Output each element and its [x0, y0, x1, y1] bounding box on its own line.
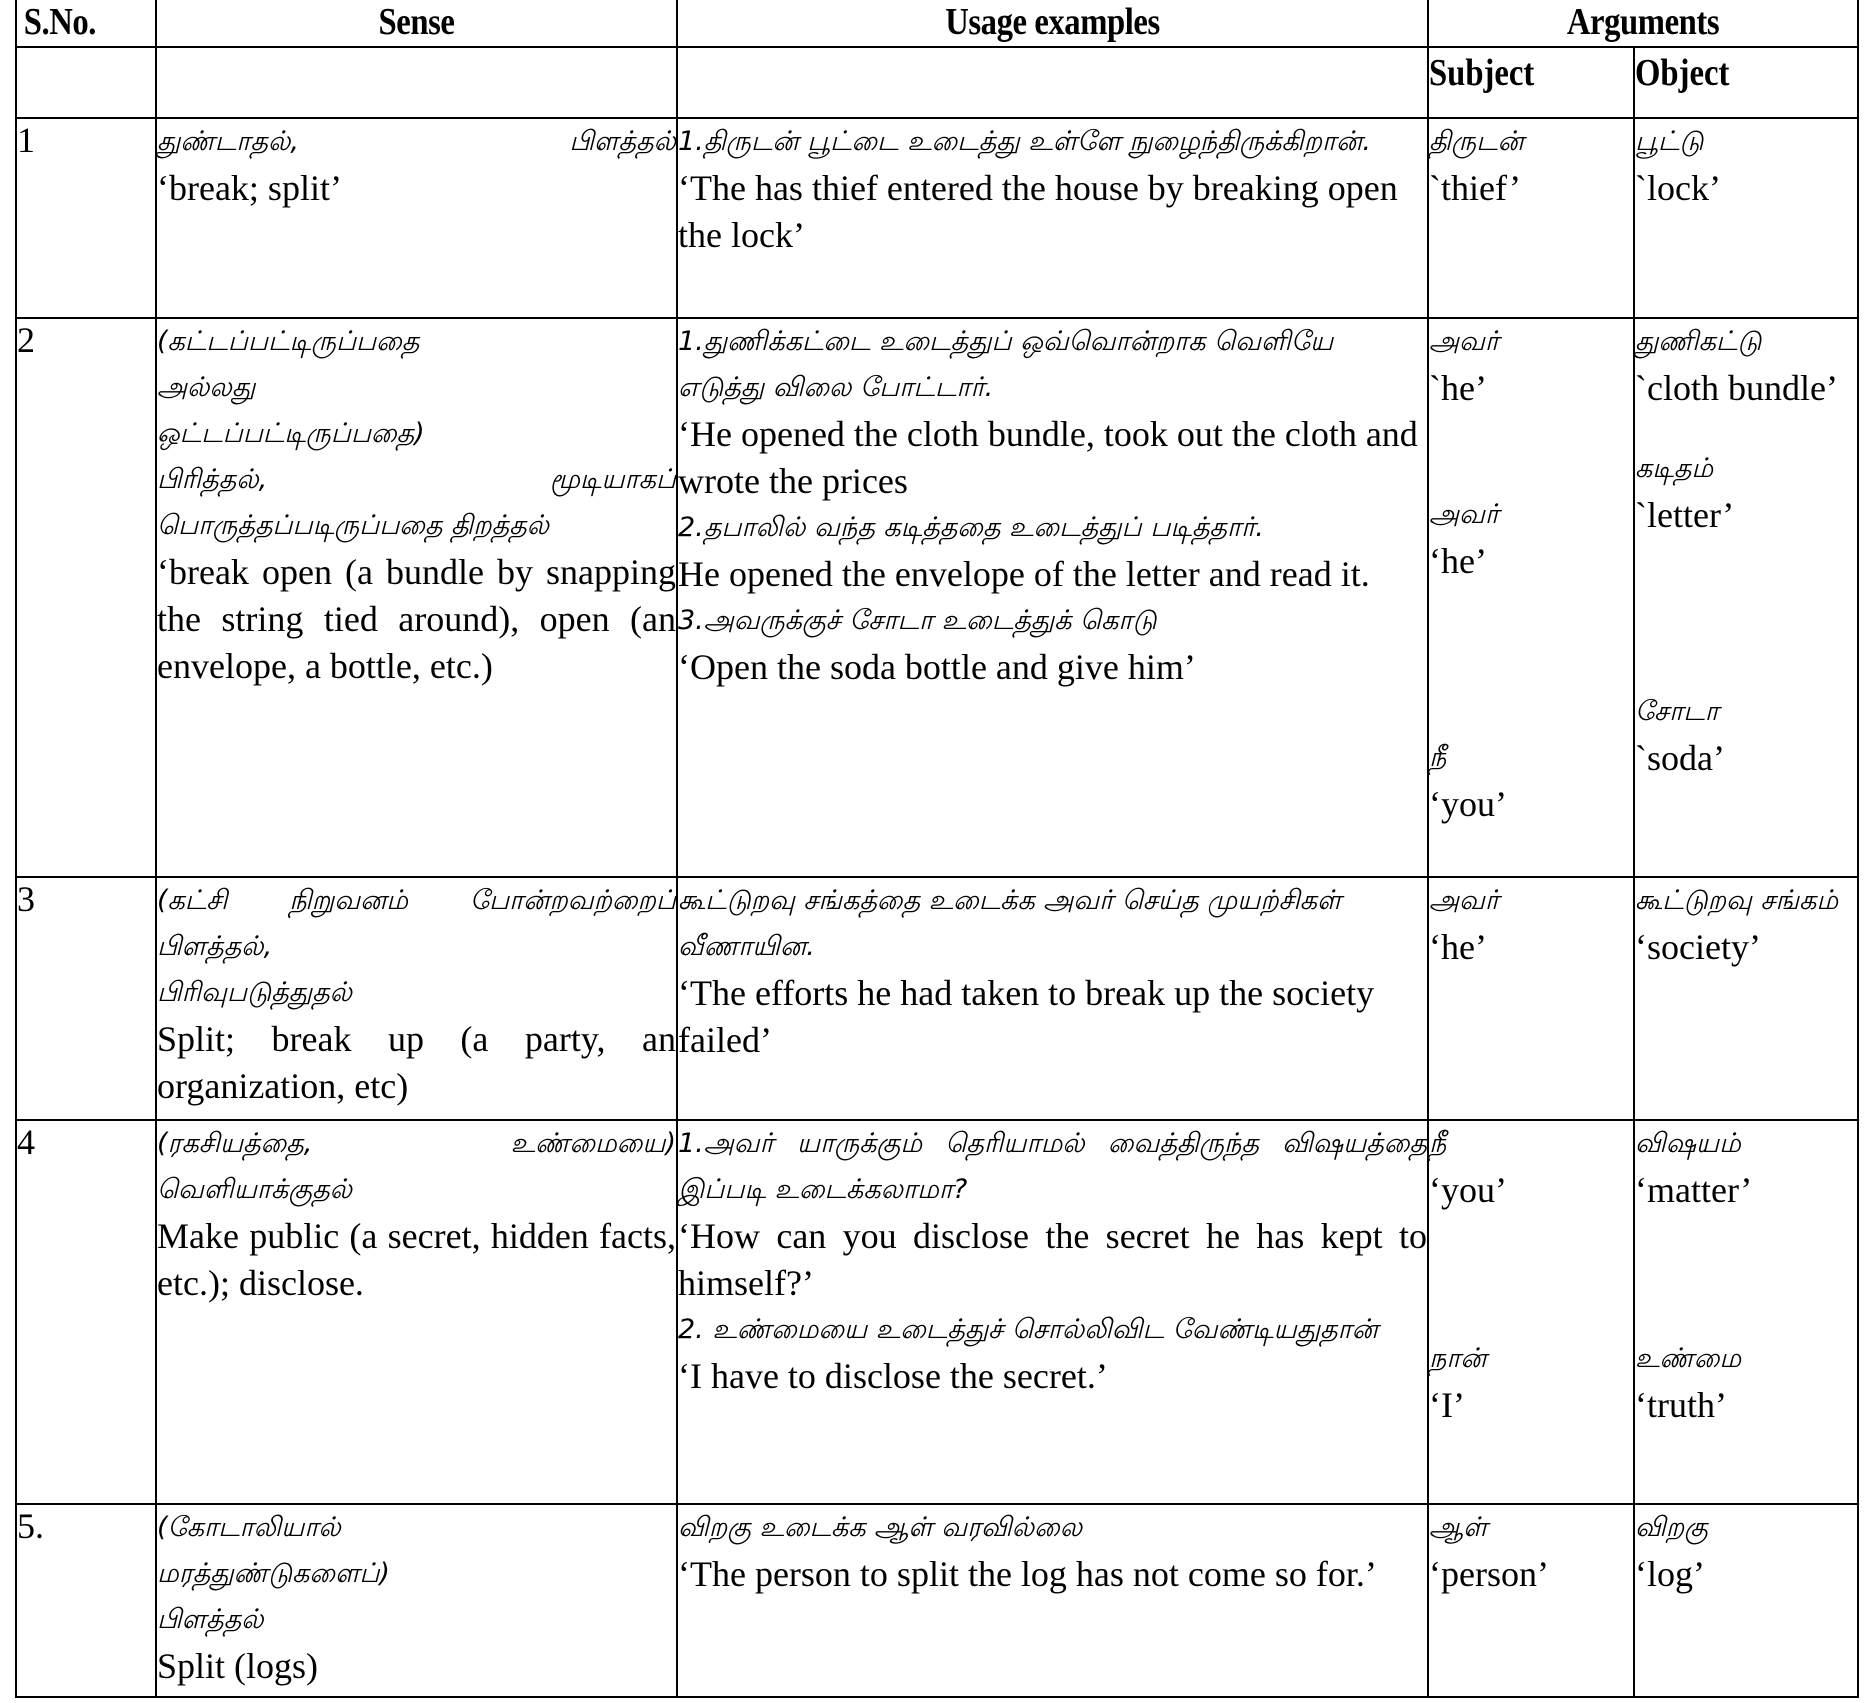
- object-tamil: சோடா: [1635, 696, 1719, 727]
- object-english: `lock’: [1635, 168, 1721, 208]
- object-tamil: கடிதம்: [1635, 453, 1714, 484]
- usage-cell: [677, 318, 1428, 877]
- row-number: 1: [16, 118, 156, 318]
- sense-cell: [156, 1120, 677, 1504]
- object-english: `letter’: [1635, 495, 1735, 535]
- usage-cell: [677, 1504, 1428, 1697]
- subject-english: ‘I’: [1429, 1385, 1465, 1425]
- object-tamil: உண்மை: [1635, 1343, 1742, 1374]
- example-english: ‘He opened the cloth bundle, took out the cloth and wrote the prices: [678, 414, 1418, 501]
- sense-cell: [156, 877, 677, 1120]
- sense-tamil: அல்லது: [157, 372, 256, 403]
- sense-tamil: பிளத்தல்: [157, 1604, 264, 1635]
- sense-tamil: (கட்டப்பட்டிருப்பதை: [157, 326, 420, 357]
- spacer: [1635, 1214, 1857, 1336]
- object-tamil: துணிகட்டு: [1635, 326, 1762, 357]
- subject-english: `thief’: [1429, 168, 1521, 208]
- subject-cell: [1428, 877, 1634, 1120]
- example-english: ‘The efforts he had taken to break up the society failed’: [678, 973, 1375, 1060]
- object-tamil: விறகு: [1635, 1512, 1708, 1543]
- subheader-empty: [677, 47, 1428, 118]
- row-number: 4: [16, 1120, 156, 1504]
- header-arguments: Arguments: [1458, 0, 1828, 47]
- sense-english: ‘break; split’: [157, 168, 342, 208]
- object-cell: [1634, 318, 1858, 877]
- sense-cell: [156, 118, 677, 318]
- example-tamil: 2. உண்மையை உடைத்துச் சொல்லிவிட வேண்டியதுதான்: [678, 1314, 1378, 1345]
- object-tamil: கூட்டுறவு சங்கம்: [1635, 885, 1839, 916]
- subject-tamil: அவர்: [1429, 326, 1499, 357]
- object-english: `cloth bundle’: [1635, 368, 1838, 408]
- sense-tamil: (கட்சி நிறுவனம் போன்றவற்றைப் பிளத்தல்,: [157, 885, 676, 962]
- table-row: [16, 118, 1858, 318]
- subject-tamil: நீ: [1429, 1128, 1447, 1159]
- subject-english: ‘you’: [1429, 1170, 1507, 1210]
- sense-tamil: (கோடாலியால்: [157, 1512, 341, 1543]
- table-row: [16, 318, 1858, 877]
- table-row: [16, 877, 1858, 1120]
- sense-cell: [156, 318, 677, 877]
- subheader-empty: [156, 47, 677, 118]
- sense-tamil: ஒட்டப்பட்டிருப்பதை): [157, 418, 425, 449]
- header-object: Object: [1634, 47, 1858, 118]
- subheader-row: [16, 47, 1858, 118]
- example-english: ‘How can you disclose the secret he has kept to himself?’: [678, 1216, 1427, 1303]
- object-cell: [1634, 1120, 1858, 1504]
- spacer: [1635, 539, 1857, 689]
- subject-cell: [1428, 1120, 1634, 1504]
- row-number: 3: [16, 877, 156, 1120]
- subject-cell: [1428, 1504, 1634, 1697]
- subject-tamil: திருடன்: [1429, 126, 1524, 157]
- object-english: ‘society’: [1635, 927, 1761, 967]
- example-tamil: 1.அவர் யாருக்கும் தெரியாமல் வைத்திருந்த விஷயத்தை இப்படி உடைக்கலாமா?: [678, 1128, 1427, 1205]
- row-number: 5.: [16, 1504, 156, 1697]
- example-tamil: 3.அவருக்குச் சோடா உடைத்துக் கொடு: [678, 605, 1157, 636]
- header-usage: Usage examples: [730, 0, 1376, 47]
- spacer: [1429, 1214, 1633, 1336]
- example-english: ‘The has thief entered the house by breaking open the lock’: [678, 168, 1398, 255]
- subject-tamil: நான்: [1429, 1343, 1487, 1374]
- usage-cell: [677, 118, 1428, 318]
- example-english: He opened the envelope of the letter and read it.: [678, 554, 1370, 594]
- table-row: [16, 1504, 1858, 1697]
- usage-cell: [677, 877, 1428, 1120]
- subheader-empty: [16, 47, 156, 118]
- subject-english: `he’: [1429, 368, 1487, 408]
- header-sense: Sense: [192, 0, 640, 47]
- sense-english: ‘break open (a bundle by snapping the string tied around), open (an envelope, a bottle, etc.): [157, 552, 676, 686]
- sense-english: Make public (a secret, hidden facts, etc.); disclose.: [157, 1216, 676, 1303]
- example-english: ‘I have to disclose the secret.’: [678, 1356, 1108, 1396]
- subject-english: ‘he’: [1429, 541, 1487, 581]
- subject-english: ‘he’: [1429, 927, 1487, 967]
- example-english: ‘The person to split the log has not come so for.’: [678, 1554, 1377, 1594]
- object-english: ‘matter’: [1635, 1170, 1753, 1210]
- subject-cell: [1428, 118, 1634, 318]
- sense-tamil: மரத்துண்டுகளைப்): [157, 1558, 390, 1589]
- row-number: 2: [16, 318, 156, 877]
- subject-tamil: ஆள்: [1429, 1512, 1488, 1543]
- example-tamil: 2.தபாலில் வந்த கடித்ததை உடைத்துப் படித்தார்.: [678, 512, 1264, 543]
- sense-table: [15, 0, 1859, 1698]
- sense-tamil: பிரிவுபடுத்துதல்: [157, 977, 353, 1008]
- spacer: [1635, 412, 1857, 446]
- header-sno: S.No.: [16, 0, 136, 47]
- spacer: [1429, 585, 1633, 735]
- subject-english: ‘you’: [1429, 784, 1507, 824]
- header-row: [16, 0, 1858, 47]
- subject-tamil: நீ: [1429, 742, 1447, 773]
- object-cell: [1634, 877, 1858, 1120]
- sense-tamil: துண்டாதல், பிளத்தல்: [157, 126, 676, 157]
- subject-tamil: அவர்: [1429, 885, 1499, 916]
- header-subject: Subject: [1428, 47, 1634, 118]
- example-tamil: கூட்டுறவு சங்கத்தை உடைக்க அவர் செய்த முயற்சிகள் வீணாயின.: [678, 885, 1342, 962]
- object-cell: [1634, 118, 1858, 318]
- example-tamil: 1.துணிக்கட்டை உடைத்துப் ஒவ்வொன்றாக வெளியே எடுத்து விலை போட்டார்.: [678, 326, 1334, 403]
- sense-cell: [156, 1504, 677, 1697]
- object-english: ‘log’: [1635, 1554, 1705, 1594]
- subject-tamil: அவர்: [1429, 499, 1499, 530]
- example-tamil: விறகு உடைக்க ஆள் வரவில்லை: [678, 1512, 1083, 1543]
- subject-cell: [1428, 318, 1634, 877]
- table-row: [16, 1120, 1858, 1504]
- sense-english: Split; break up (a party, an organization, etc): [157, 1019, 676, 1106]
- sense-tamil: (ரகசியத்தை, உண்மையை) வெளியாக்குதல்: [157, 1128, 676, 1205]
- example-english: ‘Open the soda bottle and give him’: [678, 647, 1196, 687]
- subject-english: ‘person’: [1429, 1554, 1549, 1594]
- spacer: [1429, 412, 1633, 492]
- object-tamil: விஷயம்: [1635, 1128, 1741, 1159]
- object-cell: [1634, 1504, 1858, 1697]
- object-english: `soda’: [1635, 738, 1725, 778]
- usage-cell: [677, 1120, 1428, 1504]
- sense-english: Split (logs): [157, 1646, 319, 1686]
- object-english: ‘truth’: [1635, 1385, 1727, 1425]
- object-tamil: பூட்டு: [1635, 126, 1704, 157]
- sense-tamil: பிரித்தல், மூடியாகப் பொருத்தப்படிருப்பதை திறத்தல்: [157, 464, 676, 541]
- example-tamil: 1.திருடன் பூட்டை உடைத்து உள்ளே நுழைந்திருக்கிறான்.: [678, 126, 1371, 157]
